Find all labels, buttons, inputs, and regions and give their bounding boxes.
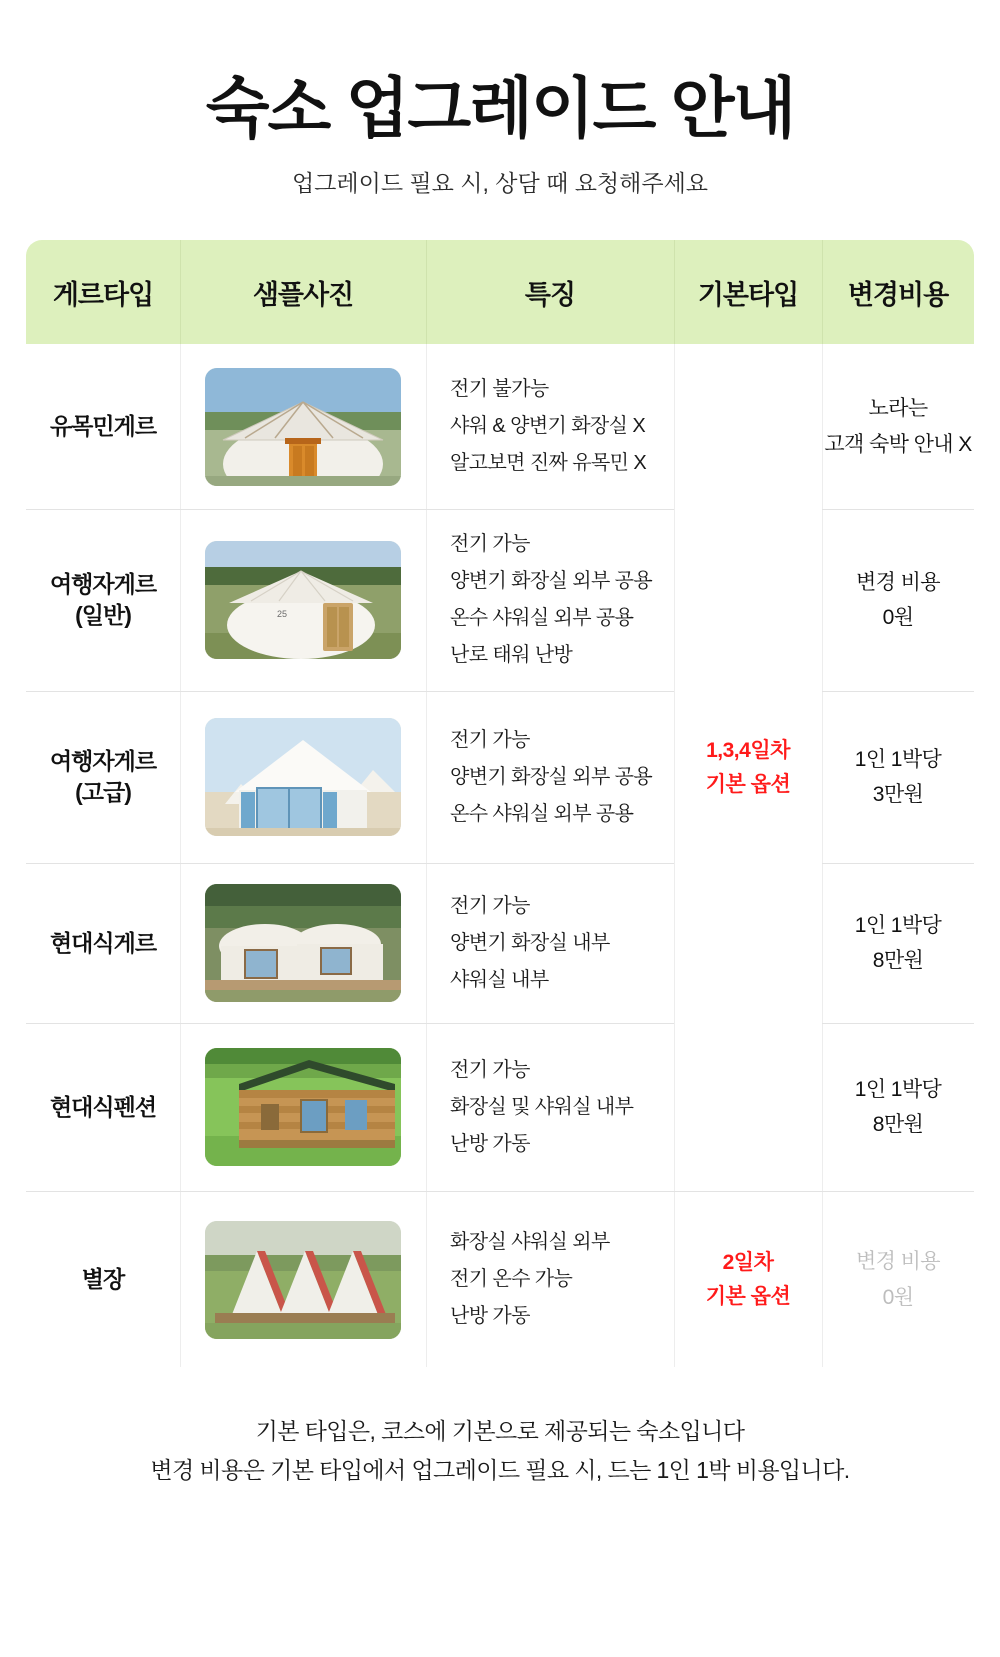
cost-line: 1인 1박당	[854, 747, 942, 771]
page-title: 숙소 업그레이드 안내	[205, 71, 795, 145]
cost-line: 변경 비용	[856, 1249, 940, 1273]
feature-line: 난방 가동	[450, 1132, 530, 1155]
cell-type: 현대식게르	[26, 863, 180, 1023]
cell-type: 별장	[26, 1191, 180, 1367]
cell-cost	[822, 863, 974, 1023]
upgrade-table-wrapper	[26, 240, 974, 1367]
table-row	[26, 1191, 974, 1367]
cost-line: 1인 1박당	[854, 913, 942, 937]
feature-line: 전기 가능	[450, 894, 530, 917]
feature-line: 전기 불가능	[450, 378, 549, 401]
cell-type-line1: 여행자게르	[49, 748, 157, 775]
cost-line: 변경 비용	[856, 570, 940, 594]
feature-line: 온수 샤워실 외부 공용	[450, 802, 634, 825]
cell-type-line2: (고급)	[75, 779, 131, 806]
feature-line: 양변기 화장실 외부 공용	[450, 570, 653, 593]
feature-line: 전기 가능	[450, 1058, 530, 1081]
yurt-modern-photo	[205, 884, 401, 1002]
column-header-cost: 변경비용	[822, 240, 974, 344]
cell-photo	[180, 1023, 426, 1191]
page-subtitle: 업그레이드 필요 시, 상담 때 요청해주세요	[291, 170, 709, 197]
basetype-line: 1,3,4일차	[706, 738, 790, 762]
cost-line: 0원	[882, 606, 914, 630]
table-header	[26, 240, 974, 344]
yurt-nomad-photo	[205, 368, 401, 486]
basetype-line: 기본 옵션	[705, 1284, 791, 1308]
footer-line-1: 기본 타입은, 코스에 기본으로 제공되는 숙소입니다	[255, 1418, 745, 1445]
upgrade-table	[26, 240, 974, 1367]
feature-line: 전기 가능	[450, 533, 530, 556]
cell-features	[426, 509, 674, 691]
cell-basetype-group	[674, 344, 822, 1191]
cell-features	[426, 1023, 674, 1191]
cell-features	[426, 691, 674, 863]
cell-type-line1: 여행자게르	[49, 571, 157, 598]
yurt-traveler-standard-photo	[205, 541, 401, 659]
feature-line: 온수 샤워실 외부 공용	[450, 607, 634, 630]
cost-line: 1인 1박당	[854, 1077, 942, 1101]
table-row	[26, 691, 974, 863]
feature-line: 샤워 & 양변기 화장실 X	[450, 415, 646, 438]
table-header-row	[26, 240, 974, 344]
table-row	[26, 1023, 974, 1191]
table-row	[26, 863, 974, 1023]
cell-type: 유목민게르	[26, 344, 180, 509]
cost-line: 노라는	[868, 396, 928, 420]
cell-photo	[180, 344, 426, 509]
cell-photo	[180, 509, 426, 691]
cell-photo	[180, 863, 426, 1023]
feature-line: 난로 태워 난방	[450, 644, 573, 667]
footer-note	[26, 1413, 974, 1489]
feature-line: 양변기 화장실 내부	[450, 931, 610, 954]
column-header-photo: 샘플사진	[180, 240, 426, 344]
feature-line: 전기 가능	[450, 728, 530, 751]
cost-line: 8만원	[872, 949, 924, 973]
yurt-traveler-deluxe-photo	[205, 718, 401, 836]
cell-type	[26, 509, 180, 691]
feature-line: 난방 가동	[450, 1305, 530, 1328]
column-header-features: 특징	[426, 240, 674, 344]
cell-photo	[180, 691, 426, 863]
cost-line: 3만원	[872, 783, 924, 807]
feature-line: 양변기 화장실 외부 공용	[450, 765, 653, 788]
cell-type-line2: (일반)	[75, 602, 131, 629]
pension-modern-photo	[205, 1048, 401, 1166]
cell-features	[426, 863, 674, 1023]
table-row	[26, 509, 974, 691]
feature-line: 샤워실 내부	[450, 968, 549, 991]
table-row	[26, 344, 974, 509]
cell-type: 현대식펜션	[26, 1023, 180, 1191]
cell-cost	[822, 344, 974, 509]
cell-type	[26, 691, 180, 863]
cell-cost	[822, 1023, 974, 1191]
basetype-line: 기본 옵션	[705, 772, 791, 796]
cell-basetype	[674, 1191, 822, 1367]
cost-line: 0원	[882, 1285, 914, 1309]
poster-page	[0, 71, 1000, 1657]
cell-cost	[822, 691, 974, 863]
cell-photo	[180, 1191, 426, 1367]
basetype-line: 2일차	[722, 1250, 774, 1274]
column-header-basetype: 기본타입	[674, 240, 822, 344]
cell-cost	[822, 1191, 974, 1367]
cost-line: 8만원	[872, 1113, 924, 1137]
feature-line: 화장실 및 샤워실 내부	[450, 1095, 634, 1118]
feature-line: 알고보면 진짜 유목민 X	[450, 452, 647, 475]
cell-features	[426, 1191, 674, 1367]
feature-line: 전기 온수 가능	[450, 1268, 573, 1291]
footer-line-2: 변경 비용은 기본 타입에서 업그레이드 필요 시, 드는 1인 1박 비용입니다.	[150, 1457, 850, 1484]
column-header-type: 게르타입	[26, 240, 180, 344]
cell-cost	[822, 509, 974, 691]
table-body	[26, 344, 974, 1367]
cell-features	[426, 344, 674, 509]
feature-line: 화장실 샤워실 외부	[450, 1231, 610, 1254]
svg-text:25: 25	[277, 609, 288, 620]
cost-line: 고객 숙박 안내 X	[824, 432, 972, 456]
villa-cabin-photo	[205, 1221, 401, 1339]
